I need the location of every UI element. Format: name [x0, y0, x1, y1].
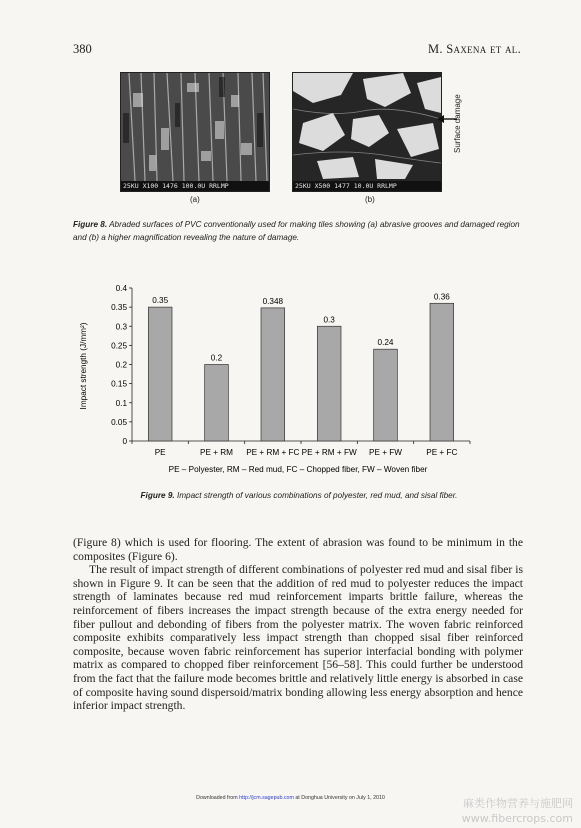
micrograph-b — [292, 72, 442, 192]
page-number: 380 — [73, 42, 92, 56]
figure-9-caption — [73, 489, 525, 502]
footer-prefix: Downloaded from — [196, 795, 240, 801]
micrograph-b-scale-bar: 25KU X500 1477 10.0U RRLMP — [293, 181, 441, 191]
paragraph-2: The result of impact strength of different combinations of polyester red mud and sisal fiber is shown in Figure 9. It can be seen that the addition of red mud to polyester reduces the impact strength of laminates because red mud reinforcement imparts brittle failure, whereas the reinforcement of fibers increases the impact strength because of the extra energy needed for fiber pullout and debonding of fibers from the polyester matrix. The woven fabric reinforced composite exhibits comparatively less impact strength than chopped sisal fiber reinforced composite, because woven fabric reinforcement has superior interfacial bonding with polymer matrix as compared to chopped fiber reinforcement [56–58]. This could further be understood from the fact that the failure mode becomes brittle and relatively little energy is absorbed in case of composite having sound dispersoid/matrix bonding allowing less energy absorption and hence inferior impact strength. — [73, 563, 523, 713]
chart-y-ticks — [111, 284, 132, 446]
bar — [205, 365, 229, 442]
micrograph-b-texture — [293, 73, 441, 181]
chart-value-labels — [152, 292, 450, 362]
y-tick-label: 0 — [122, 437, 127, 446]
x-tick-label: PE + RM — [200, 448, 233, 457]
footer-link[interactable]: http://jcm.sagepub.com — [239, 795, 294, 801]
y-tick-label: 0.35 — [111, 303, 127, 313]
x-tick-label: PE + FW — [369, 448, 402, 457]
x-tick-label: PE + FC — [426, 448, 458, 457]
bar-value-label: 0.2 — [210, 353, 223, 363]
bar-value-label: 0.24 — [377, 338, 394, 348]
chart-axes — [132, 288, 470, 441]
body-text — [73, 536, 523, 713]
y-tick-label: 0.05 — [111, 417, 127, 427]
bar — [317, 326, 341, 441]
bar — [148, 307, 172, 441]
watermark-url: www.fibercrops.com — [461, 812, 573, 825]
figure-8-caption — [73, 218, 525, 244]
figure-9-caption-text: Impact strength of various combinations of polyester, red mud, and sisal fiber. — [174, 491, 458, 500]
bar-value-label: 0.348 — [262, 296, 284, 306]
paragraph-1: (Figure 8) which is used for flooring. The extent of abrasion was found to be minimum in the composites (Figure 6). — [73, 536, 523, 563]
watermark-text: 麻类作物营养与施肥网 — [463, 797, 573, 810]
bar — [261, 308, 285, 441]
chart-bars — [148, 303, 453, 441]
panel-label-b: (b) — [365, 195, 375, 204]
x-tick-label: PE + RM + FW — [301, 448, 357, 457]
micrograph-a-scale-bar: 25KU X100 1476 100.0U RRLMP — [121, 181, 269, 191]
y-tick-label: 0.3 — [115, 322, 127, 332]
y-tick-label: 0.1 — [115, 398, 127, 408]
y-tick-label: 0.2 — [115, 360, 127, 370]
impact-strength-chart — [70, 275, 510, 480]
chart-x-axis-label: PE – Polyester, RM – Red mud, FC – Chopped fiber, FW – Woven fiber — [168, 465, 428, 474]
chart-x-ticks — [132, 441, 470, 457]
y-tick-label: 0.4 — [115, 284, 127, 293]
bar — [374, 349, 398, 441]
chart-y-axis-label: Impact strength (J/mm²) — [79, 322, 88, 410]
figure-8-caption-label: Figure 8. — [73, 220, 108, 229]
running-head: M. Saxena et al. — [428, 42, 521, 56]
micrograph-a — [120, 72, 270, 192]
bar-value-label: 0.36 — [433, 292, 450, 302]
y-tick-label: 0.15 — [111, 379, 127, 389]
bar-value-label: 0.35 — [152, 296, 169, 306]
micrograph-a-texture — [121, 73, 269, 181]
bar-value-label: 0.3 — [323, 315, 335, 325]
x-tick-label: PE + RM + FC — [246, 448, 300, 457]
bar — [430, 303, 454, 441]
footer-suffix: at Donghua University on July 1, 2010 — [293, 795, 385, 801]
x-tick-label: PE — [154, 448, 166, 457]
surface-damage-label: Surface damage — [453, 94, 462, 153]
y-tick-label: 0.25 — [111, 341, 127, 351]
figure-9-caption-label: Figure 9. — [140, 491, 175, 500]
figure-8-caption-text: Abraded surfaces of PVC conventionally used for making tiles showing (a) abrasive grooves and damaged region and (b) a higher magnification revealing the nature of damage. — [73, 220, 520, 242]
panel-label-a: (a) — [190, 195, 200, 204]
